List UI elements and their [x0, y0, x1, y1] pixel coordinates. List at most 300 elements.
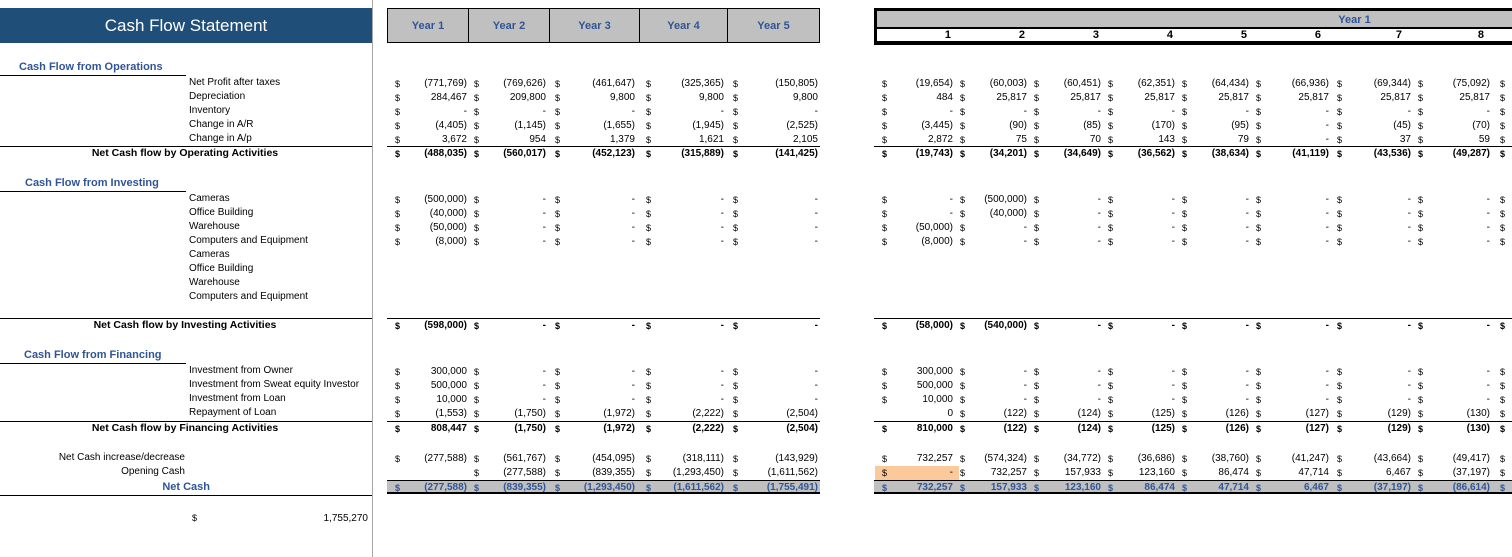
- annual-cell[interactable]: [555, 319, 635, 333]
- monthly-cell[interactable]: [1418, 77, 1490, 91]
- monthly-cell[interactable]: [1034, 481, 1101, 495]
- cell-value: -: [463, 106, 467, 117]
- monthly-cell[interactable]: [1108, 105, 1175, 119]
- monthly-cell[interactable]: [882, 133, 953, 147]
- monthly-cell[interactable]: [1418, 147, 1490, 161]
- monthly-cell[interactable]: [1256, 365, 1329, 379]
- monthly-cell[interactable]: [1418, 407, 1490, 421]
- monthly-cell[interactable]: [882, 193, 953, 207]
- annual-cell[interactable]: [395, 119, 467, 133]
- monthly-cell[interactable]: [1182, 193, 1249, 207]
- monthly-cell[interactable]: [1418, 319, 1490, 333]
- cell-value: -: [1486, 366, 1490, 377]
- monthly-cell[interactable]: [960, 207, 1027, 221]
- annual-cell[interactable]: [474, 235, 546, 249]
- annual-cell[interactable]: [395, 319, 467, 333]
- annual-cell[interactable]: [733, 422, 818, 436]
- monthly-cell[interactable]: [1182, 147, 1249, 161]
- annual-cell[interactable]: [474, 105, 546, 119]
- monthly-cell[interactable]: [1182, 365, 1249, 379]
- cell-value: (49,287): [1452, 148, 1490, 159]
- monthly-cell[interactable]: [1418, 379, 1490, 393]
- annual-cell[interactable]: [646, 407, 724, 421]
- cell-value: -: [1097, 222, 1101, 233]
- monthly-cell[interactable]: [1034, 91, 1101, 105]
- annual-cell[interactable]: [474, 133, 546, 147]
- row-label: Computers and Equipment: [189, 235, 308, 246]
- monthly-cell[interactable]: [960, 319, 1027, 333]
- annual-cell[interactable]: [733, 119, 818, 133]
- monthly-cell[interactable]: [882, 407, 953, 421]
- cell-value: -: [1171, 236, 1175, 247]
- annual-cell[interactable]: [646, 77, 724, 91]
- annual-cell[interactable]: [395, 393, 467, 407]
- monthly-cell[interactable]: [1256, 105, 1329, 119]
- monthly-cell[interactable]: [960, 407, 1027, 421]
- annual-cell[interactable]: [646, 193, 724, 207]
- monthly-cell[interactable]: [1418, 133, 1490, 147]
- annual-cell[interactable]: [555, 393, 635, 407]
- monthly-cell[interactable]: [1337, 466, 1411, 480]
- monthly-cell[interactable]: [1108, 207, 1175, 221]
- monthly-cell[interactable]: [960, 193, 1027, 207]
- monthly-cell[interactable]: [960, 235, 1027, 249]
- summary-label: Opening Cash: [121, 466, 185, 477]
- cell-value: 25,817: [1218, 92, 1249, 103]
- annual-cell[interactable]: [474, 319, 546, 333]
- monthly-cell[interactable]: [882, 235, 953, 249]
- monthly-cell[interactable]: [1418, 119, 1490, 133]
- cell-value: 9,800: [698, 92, 724, 103]
- annual-cell[interactable]: [733, 77, 818, 91]
- annual-cell[interactable]: [474, 221, 546, 235]
- monthly-cell[interactable]: [1108, 119, 1175, 133]
- annual-cell[interactable]: [733, 221, 818, 235]
- currency-symbol: $: [733, 483, 739, 493]
- cell-value: (122): [1003, 408, 1027, 419]
- currency-symbol: $: [1034, 381, 1040, 391]
- annual-cell[interactable]: [474, 481, 546, 495]
- annual-cell[interactable]: [646, 207, 724, 221]
- annual-cell[interactable]: [733, 452, 818, 466]
- monthly-cell[interactable]: [1337, 193, 1411, 207]
- annual-cell[interactable]: [646, 393, 724, 407]
- monthly-cell[interactable]: [1256, 119, 1329, 133]
- annual-cell[interactable]: [733, 105, 818, 119]
- currency-symbol: $: [1182, 454, 1188, 464]
- cell-value: (3,445): [921, 120, 953, 131]
- annual-cell[interactable]: [555, 77, 635, 91]
- currency-symbol: $: [1108, 409, 1114, 419]
- annual-cell[interactable]: [395, 77, 467, 91]
- annual-cell[interactable]: [474, 365, 546, 379]
- currency-symbol: $: [1337, 321, 1343, 331]
- annual-cell[interactable]: [395, 422, 467, 436]
- monthly-cell[interactable]: [1418, 393, 1490, 407]
- annual-cell[interactable]: [733, 91, 818, 105]
- annual-cell[interactable]: [646, 105, 724, 119]
- currency-symbol: $: [1256, 195, 1262, 205]
- currency-symbol: $: [555, 149, 561, 159]
- currency-symbol: $: [733, 195, 739, 205]
- monthly-cell[interactable]: [1418, 91, 1490, 105]
- monthly-cell[interactable]: [1256, 422, 1329, 436]
- monthly-cell[interactable]: [960, 133, 1027, 147]
- monthly-cell[interactable]: [1418, 481, 1490, 495]
- monthly-cell[interactable]: [1337, 365, 1411, 379]
- monthly-cell[interactable]: [882, 481, 953, 495]
- monthly-cell[interactable]: [1034, 221, 1101, 235]
- currency-symbol: $: [1256, 209, 1262, 219]
- monthly-cell[interactable]: [1108, 365, 1175, 379]
- monthly-cell[interactable]: [1337, 393, 1411, 407]
- annual-cell[interactable]: [474, 91, 546, 105]
- monthly-cell[interactable]: [1337, 91, 1411, 105]
- monthly-cell[interactable]: [1337, 407, 1411, 421]
- cell-value: (8,000): [435, 236, 467, 247]
- monthly-cell[interactable]: [1182, 221, 1249, 235]
- cell-value: -: [1486, 236, 1490, 247]
- currency-symbol: $: [1337, 223, 1343, 233]
- annual-cell[interactable]: [395, 452, 467, 466]
- annual-cell[interactable]: [474, 422, 546, 436]
- monthly-cell[interactable]: [1182, 119, 1249, 133]
- monthly-cell[interactable]: [1108, 481, 1175, 495]
- annual-cell[interactable]: [395, 105, 467, 119]
- annual-cell[interactable]: [646, 221, 724, 235]
- monthly-cell[interactable]: [1108, 319, 1175, 333]
- monthly-cell[interactable]: [1182, 319, 1249, 333]
- monthly-cell[interactable]: [1108, 147, 1175, 161]
- monthly-cell[interactable]: [1182, 466, 1249, 480]
- annual-cell[interactable]: [474, 466, 546, 480]
- monthly-cell[interactable]: [1418, 105, 1490, 119]
- annual-cell[interactable]: [474, 452, 546, 466]
- annual-cell[interactable]: [733, 319, 818, 333]
- monthly-cell[interactable]: [1337, 481, 1411, 495]
- monthly-cell[interactable]: [960, 77, 1027, 91]
- monthly-cell[interactable]: [1256, 193, 1329, 207]
- monthly-cell[interactable]: [960, 105, 1027, 119]
- annual-cell[interactable]: [646, 466, 724, 480]
- total-label: Net Cash flow by Investing Activities: [93, 319, 277, 331]
- monthly-cell[interactable]: [882, 221, 953, 235]
- monthly-cell[interactable]: [1256, 466, 1329, 480]
- monthly-cell[interactable]: [960, 365, 1027, 379]
- cell-value: -: [1023, 394, 1027, 405]
- monthly-cell[interactable]: [882, 365, 953, 379]
- annual-cell[interactable]: [555, 221, 635, 235]
- monthly-cell[interactable]: [1418, 422, 1490, 436]
- currency-symbol: $: [1256, 237, 1262, 247]
- monthly-cell[interactable]: [1256, 221, 1329, 235]
- currency-symbol: $: [960, 409, 966, 419]
- annual-cell[interactable]: [733, 365, 818, 379]
- monthly-cell[interactable]: [1337, 207, 1411, 221]
- monthly-cell[interactable]: [1256, 407, 1329, 421]
- annual-cell[interactable]: [646, 235, 724, 249]
- monthly-cell[interactable]: [1337, 119, 1411, 133]
- monthly-cell[interactable]: [1182, 452, 1249, 466]
- monthly-cell[interactable]: [1182, 407, 1249, 421]
- monthly-cell[interactable]: [960, 221, 1027, 235]
- monthly-cell[interactable]: [1337, 379, 1411, 393]
- annual-cell[interactable]: [733, 393, 818, 407]
- monthly-cell[interactable]: [882, 147, 953, 161]
- currency-symbol: $: [474, 93, 480, 103]
- annual-cell[interactable]: [733, 235, 818, 249]
- monthly-cell[interactable]: [1256, 91, 1329, 105]
- annual-cell[interactable]: [646, 147, 724, 161]
- monthly-cell[interactable]: [1034, 319, 1101, 333]
- annual-cell[interactable]: [555, 207, 635, 221]
- monthly-cell[interactable]: [1337, 452, 1411, 466]
- monthly-cell[interactable]: [960, 452, 1027, 466]
- monthly-cell[interactable]: [882, 77, 953, 91]
- monthly-cell[interactable]: [1337, 105, 1411, 119]
- monthly-cell[interactable]: [1108, 221, 1175, 235]
- cell-value: 157,933: [990, 482, 1027, 493]
- monthly-cell[interactable]: [1337, 133, 1411, 147]
- annual-cell[interactable]: [395, 147, 467, 161]
- monthly-cell[interactable]: [882, 105, 953, 119]
- annual-cell[interactable]: [395, 407, 467, 421]
- annual-cell[interactable]: [733, 379, 818, 393]
- annual-cell[interactable]: [395, 235, 467, 249]
- monthly-cell[interactable]: [1256, 379, 1329, 393]
- annual-cell[interactable]: [474, 207, 546, 221]
- annual-cell[interactable]: [395, 379, 467, 393]
- monthly-cell[interactable]: [882, 393, 953, 407]
- annual-cell[interactable]: [474, 393, 546, 407]
- annual-cell[interactable]: [555, 119, 635, 133]
- monthly-cell[interactable]: [1256, 77, 1329, 91]
- annual-cell[interactable]: [555, 147, 635, 161]
- annual-cell[interactable]: [733, 466, 818, 480]
- monthly-cell[interactable]: [1034, 393, 1101, 407]
- annual-cell[interactable]: [733, 133, 818, 147]
- monthly-cell[interactable]: [882, 91, 953, 105]
- annual-cell[interactable]: [646, 91, 724, 105]
- currency-symbol: $: [1108, 209, 1114, 219]
- annual-cell[interactable]: [474, 379, 546, 393]
- annual-cell[interactable]: [733, 207, 818, 221]
- cell-value: -: [949, 106, 953, 117]
- monthly-cell[interactable]: [882, 452, 953, 466]
- annual-cell[interactable]: [474, 407, 546, 421]
- monthly-cell[interactable]: [1337, 319, 1411, 333]
- monthly-cell[interactable]: [882, 466, 953, 480]
- monthly-cell[interactable]: [960, 379, 1027, 393]
- monthly-cell[interactable]: [1256, 452, 1329, 466]
- monthly-cell[interactable]: [1182, 379, 1249, 393]
- monthly-cell[interactable]: [1108, 77, 1175, 91]
- annual-cell[interactable]: [646, 365, 724, 379]
- monthly-cell[interactable]: [1034, 105, 1101, 119]
- annual-cell[interactable]: [555, 235, 635, 249]
- monthly-cell[interactable]: [882, 319, 953, 333]
- annual-cell[interactable]: [733, 193, 818, 207]
- row-label: Depreciation: [189, 91, 246, 102]
- cell-value: -: [631, 394, 635, 405]
- currency-symbol: $: [1418, 79, 1424, 89]
- monthly-cell[interactable]: [1337, 77, 1411, 91]
- monthly-cell[interactable]: [1034, 207, 1101, 221]
- monthly-cell[interactable]: [1108, 133, 1175, 147]
- monthly-cell[interactable]: [960, 147, 1027, 161]
- monthly-cell[interactable]: [1256, 393, 1329, 407]
- annual-cell[interactable]: [395, 481, 467, 495]
- annual-cell[interactable]: [555, 481, 635, 495]
- monthly-cell[interactable]: [960, 91, 1027, 105]
- row-label: Warehouse: [189, 277, 240, 288]
- monthly-cell[interactable]: [1418, 466, 1490, 480]
- annual-cell[interactable]: [474, 77, 546, 91]
- monthly-cell[interactable]: [1182, 481, 1249, 495]
- monthly-cell[interactable]: [1108, 235, 1175, 249]
- annual-cell[interactable]: [395, 207, 467, 221]
- monthly-cell[interactable]: [1108, 407, 1175, 421]
- annual-cell[interactable]: [555, 379, 635, 393]
- monthly-cell[interactable]: [1108, 466, 1175, 480]
- monthly-cell[interactable]: [1034, 452, 1101, 466]
- annual-cell[interactable]: [733, 407, 818, 421]
- monthly-cell[interactable]: [1182, 422, 1249, 436]
- monthly-cell[interactable]: [1034, 422, 1101, 436]
- cell-value: -: [1245, 394, 1249, 405]
- annual-cell[interactable]: [395, 221, 467, 235]
- monthly-cell[interactable]: [1034, 193, 1101, 207]
- monthly-cell[interactable]: [1256, 207, 1329, 221]
- monthly-cell[interactable]: [1418, 207, 1490, 221]
- monthly-cell[interactable]: [1418, 452, 1490, 466]
- year-header: Year 3: [550, 9, 640, 42]
- monthly-cell[interactable]: [1182, 207, 1249, 221]
- monthly-cell[interactable]: [1034, 407, 1101, 421]
- annual-cell[interactable]: [395, 91, 467, 105]
- annual-cell[interactable]: [646, 133, 724, 147]
- monthly-cell[interactable]: [960, 466, 1027, 480]
- monthly-cell[interactable]: [1256, 319, 1329, 333]
- currency-symbol: $: [646, 454, 652, 464]
- monthly-cell[interactable]: [1034, 365, 1101, 379]
- currency-symbol: $: [1034, 93, 1040, 103]
- annual-cell[interactable]: [395, 193, 467, 207]
- annual-cell[interactable]: [555, 407, 635, 421]
- annual-cell[interactable]: [646, 119, 724, 133]
- annual-cell[interactable]: [646, 422, 724, 436]
- monthly-cell[interactable]: [1034, 379, 1101, 393]
- annual-cell[interactable]: [395, 133, 467, 147]
- annual-cell[interactable]: [474, 119, 546, 133]
- monthly-cell[interactable]: [1256, 481, 1329, 495]
- monthly-cell[interactable]: [1182, 91, 1249, 105]
- monthly-cell[interactable]: [1337, 147, 1411, 161]
- year-header: Year 4: [640, 9, 728, 42]
- monthly-cell[interactable]: [960, 481, 1027, 495]
- monthly-cell[interactable]: [1418, 221, 1490, 235]
- monthly-cell[interactable]: [882, 379, 953, 393]
- annual-cell[interactable]: [555, 452, 635, 466]
- monthly-cell[interactable]: [882, 119, 953, 133]
- monthly-cell[interactable]: [1418, 365, 1490, 379]
- monthly-cell[interactable]: [1337, 221, 1411, 235]
- monthly-cell[interactable]: [1337, 235, 1411, 249]
- annual-cell[interactable]: [474, 147, 546, 161]
- currency-symbol: $: [960, 121, 966, 131]
- monthly-cell[interactable]: [1108, 393, 1175, 407]
- cell-value: -: [1171, 106, 1175, 117]
- annual-cell[interactable]: [646, 452, 724, 466]
- monthly-cell[interactable]: [1256, 133, 1329, 147]
- monthly-cell[interactable]: [1182, 393, 1249, 407]
- monthly-cell[interactable]: [1337, 422, 1411, 436]
- monthly-cell[interactable]: [1034, 466, 1101, 480]
- monthly-cell[interactable]: [1108, 452, 1175, 466]
- monthly-cell[interactable]: [1034, 147, 1101, 161]
- annual-cell[interactable]: [555, 365, 635, 379]
- monthly-cell[interactable]: [1256, 147, 1329, 161]
- currency-symbol: $: [882, 468, 888, 478]
- monthly-cell[interactable]: [1182, 235, 1249, 249]
- monthly-cell[interactable]: [1034, 133, 1101, 147]
- annual-cell[interactable]: [395, 365, 467, 379]
- monthly-cell[interactable]: [960, 119, 1027, 133]
- monthly-cell[interactable]: [1034, 119, 1101, 133]
- annual-cell[interactable]: [555, 422, 635, 436]
- monthly-cell[interactable]: [1034, 235, 1101, 249]
- annual-cell[interactable]: [555, 466, 635, 480]
- monthly-cell[interactable]: [1108, 379, 1175, 393]
- currency-symbol: $: [646, 468, 652, 478]
- monthly-cell[interactable]: [1108, 422, 1175, 436]
- monthly-cell[interactable]: [882, 422, 953, 436]
- cell-value: (277,588): [424, 482, 467, 493]
- monthly-cell[interactable]: [1182, 133, 1249, 147]
- monthly-cell[interactable]: [882, 207, 953, 221]
- currency-symbol: $: [555, 107, 561, 117]
- monthly-cell[interactable]: [960, 393, 1027, 407]
- annual-cell[interactable]: [555, 133, 635, 147]
- monthly-cell[interactable]: [1418, 235, 1490, 249]
- currency-symbol: $: [474, 223, 480, 233]
- annual-cell[interactable]: [555, 105, 635, 119]
- cell-value: -: [814, 222, 818, 233]
- cell-value: -: [1171, 394, 1175, 405]
- annual-cell[interactable]: [733, 147, 818, 161]
- annual-cell[interactable]: [555, 193, 635, 207]
- annual-cell[interactable]: [395, 466, 467, 480]
- cell-value: 1,379: [609, 134, 635, 145]
- monthly-cell[interactable]: [1108, 91, 1175, 105]
- annual-cell[interactable]: [733, 481, 818, 495]
- monthly-cell[interactable]: [1108, 193, 1175, 207]
- monthly-cell[interactable]: [1034, 77, 1101, 91]
- monthly-cell[interactable]: [960, 422, 1027, 436]
- annual-cell[interactable]: [646, 481, 724, 495]
- annual-header: [387, 8, 820, 43]
- annual-cell[interactable]: [474, 193, 546, 207]
- currency-symbol: $: [646, 321, 652, 331]
- annual-cell[interactable]: [555, 91, 635, 105]
- annual-cell[interactable]: [646, 319, 724, 333]
- monthly-cell[interactable]: [1182, 105, 1249, 119]
- monthly-cell[interactable]: [1182, 77, 1249, 91]
- cell-value: -: [542, 236, 546, 247]
- monthly-cell[interactable]: [1418, 193, 1490, 207]
- annual-cell[interactable]: [646, 379, 724, 393]
- monthly-cell[interactable]: [1256, 235, 1329, 249]
